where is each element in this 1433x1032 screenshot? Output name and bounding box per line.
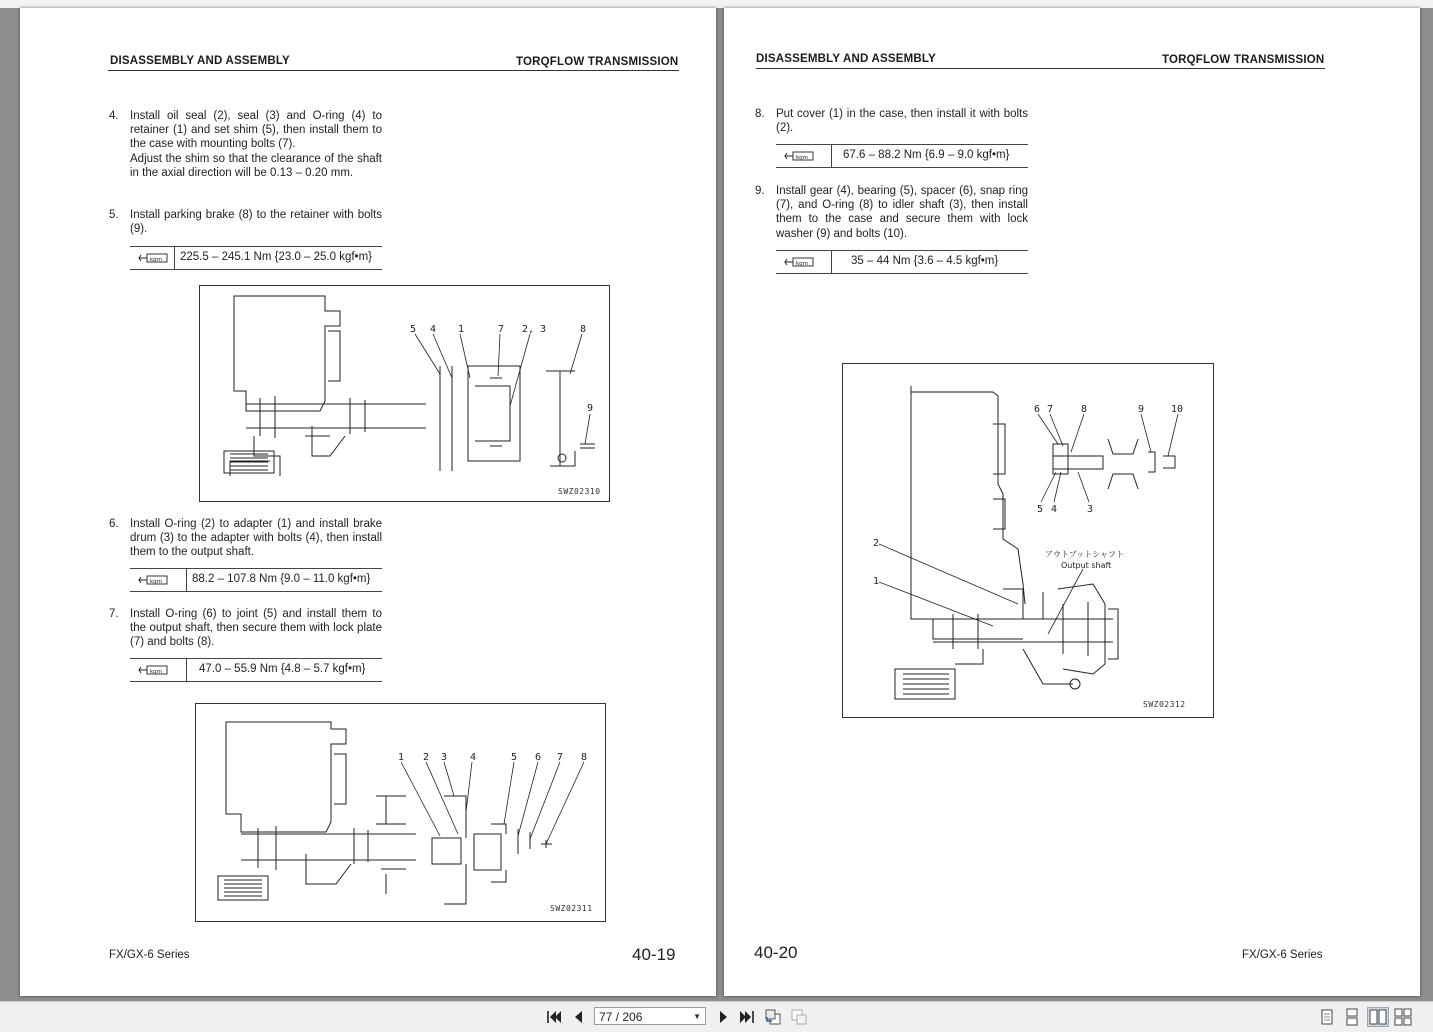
figure-swz02310 — [199, 285, 610, 502]
callout-7: 7 — [498, 324, 505, 335]
step-8 — [755, 107, 1028, 135]
two-page-icon — [1368, 1008, 1388, 1026]
torque-value: 47.0 – 55.9 Nm {4.8 – 5.7 kgf•m} — [199, 663, 366, 675]
step-number: 8. — [755, 108, 765, 120]
step-6 — [109, 517, 382, 560]
step-number: 9. — [755, 185, 765, 197]
svg-text:kgm: kgm — [796, 155, 809, 161]
torque-spec-row — [776, 144, 1028, 168]
page-header-section: DISASSEMBLY AND ASSEMBLY — [110, 55, 290, 67]
callout-10: 10 — [1171, 404, 1184, 415]
transmission-diagram-parking-brake — [200, 286, 609, 501]
manual-page-right — [724, 8, 1420, 996]
continuous-page-icon — [1342, 1008, 1362, 1026]
page-header-section: DISASSEMBLY AND ASSEMBLY — [756, 53, 936, 65]
step-number: 5. — [109, 209, 119, 221]
single-page-view-button[interactable] — [1317, 1008, 1337, 1026]
manual-page-left — [20, 8, 716, 996]
callout-4: 4 — [430, 324, 437, 335]
step-text: Install parking brake (8) to the retainer with bolts (9). — [130, 209, 382, 236]
viewer-toolbar — [0, 1001, 1433, 1032]
torque-wrench-icon — [130, 569, 187, 591]
step-text: Install oil seal (2), seal (3) and O-ring (4) to retainer (1) and set shim (5), then install them to the case with mounting bolts (7). — [130, 110, 382, 151]
go-forward-button[interactable] — [789, 1008, 809, 1026]
svg-text:kgm: kgm — [150, 669, 163, 675]
previous-page-icon — [569, 1008, 589, 1026]
torque-spec-row — [130, 568, 382, 592]
output-shaft-label-en: Output shaft — [1061, 561, 1112, 570]
step-text: Install O-ring (6) to joint (5) and install them to the output shaft, then secure them with lock plate (7) and bolts (8). — [130, 608, 382, 649]
page-header-chapter: TORQFLOW TRANSMISSION — [516, 56, 679, 68]
next-page-button[interactable] — [713, 1008, 733, 1026]
torque-value: 67.6 – 88.2 Nm {6.9 – 9.0 kgf•m} — [843, 149, 1010, 161]
figure-code: SWZ02311 — [550, 904, 593, 913]
first-page-icon — [544, 1008, 564, 1026]
footer-page-number: 40-20 — [754, 943, 798, 962]
torque-value: 88.2 – 107.8 Nm {9.0 – 11.0 kgf•m} — [192, 573, 371, 585]
single-page-icon — [1317, 1008, 1337, 1026]
step-text: Install O-ring (2) to adapter (1) and install brake drum (3) to the adapter with bolts (4), then install them to the output shaft. — [130, 518, 382, 559]
step-number: 7. — [109, 608, 119, 620]
go-forward-view-icon — [789, 1008, 809, 1026]
first-page-button[interactable] — [544, 1008, 564, 1026]
torque-spec-row — [776, 250, 1028, 274]
step-text-note: Adjust the shim so that the clearance of the shaft in the axial direction will be 0.13 – 0.20 mm. — [130, 152, 382, 179]
callout-9: 9 — [1138, 404, 1145, 415]
step-7 — [109, 607, 382, 650]
step-5 — [109, 208, 382, 236]
two-page-continuous-view-button[interactable] — [1393, 1008, 1413, 1026]
callout-1: 1 — [873, 576, 880, 587]
go-back-button[interactable] — [763, 1008, 783, 1026]
figure-code: SWZ02310 — [558, 487, 601, 496]
step-text: Put cover (1) in the case, then install it with bolts (2). — [776, 108, 1028, 135]
last-page-button[interactable] — [737, 1008, 757, 1026]
viewer-top-strip — [0, 0, 1433, 8]
torque-value: 225.5 – 245.1 Nm {23.0 – 25.0 kgf•m} — [180, 251, 372, 263]
callout-2-3: 2, 3 — [522, 324, 547, 335]
step-9 — [755, 184, 1028, 241]
two-page-continuous-icon — [1393, 1008, 1413, 1026]
step-4 — [109, 109, 382, 180]
svg-text:kgm: kgm — [150, 579, 163, 585]
torque-wrench-icon — [130, 247, 175, 269]
callout-5: 5 — [410, 324, 417, 335]
output-shaft-label-jp: アウトプットシャフト — [1045, 550, 1125, 559]
callout-5: 5 — [1037, 504, 1044, 515]
callout-8: 8 — [1081, 404, 1088, 415]
figure-code: SWZ02312 — [1143, 700, 1186, 709]
continuous-view-button[interactable] — [1342, 1008, 1362, 1026]
torque-wrench-icon — [776, 251, 832, 273]
header-rule — [756, 68, 1325, 69]
torque-wrench-icon — [776, 145, 832, 167]
callout-8: 8 — [580, 324, 587, 335]
previous-page-button[interactable] — [569, 1008, 589, 1026]
torque-value: 35 – 44 Nm {3.6 – 4.5 kgf•m} — [851, 255, 999, 267]
callout-6: 6 — [535, 752, 542, 763]
next-page-icon — [713, 1008, 733, 1026]
step-number: 6. — [109, 518, 119, 530]
figure-swz02312 — [842, 363, 1214, 718]
chevron-down-icon: ▼ — [693, 1012, 701, 1021]
callout-7: 7 — [1047, 404, 1054, 415]
footer-series: FX/GX-6 Series — [1242, 949, 1323, 961]
callout-2: 2 — [873, 538, 880, 549]
callout-1: 1 — [398, 752, 405, 763]
last-page-icon — [737, 1008, 757, 1026]
transmission-diagram-output-joint — [196, 704, 605, 921]
callout-1: 1 — [458, 324, 465, 335]
svg-text:kgm: kgm — [796, 261, 809, 267]
step-number: 4. — [109, 110, 119, 122]
go-back-view-icon — [763, 1008, 783, 1026]
callout-3: 3 — [1087, 504, 1094, 515]
torque-spec-row — [130, 658, 382, 682]
figure-swz02311 — [195, 703, 606, 922]
callout-7: 7 — [557, 752, 564, 763]
header-rule — [108, 70, 679, 71]
callout-5: 5 — [511, 752, 518, 763]
page-number-select[interactable] — [594, 1007, 706, 1025]
page-header-chapter: TORQFLOW TRANSMISSION — [1162, 54, 1325, 66]
step-text: Install gear (4), bearing (5), spacer (6), snap ring (7), and O-ring (8) to idler shaft (3), then install them to the case and secure them with lock washer (9) and bolts (10). — [776, 185, 1028, 240]
page-indicator: 77 / 206 — [599, 1010, 643, 1024]
svg-text:kgm: kgm — [150, 257, 163, 263]
callout-8: 8 — [581, 752, 588, 763]
torque-spec-row — [130, 246, 382, 270]
transmission-diagram-idler-shaft — [843, 364, 1213, 717]
callout-3: 3 — [441, 752, 448, 763]
callout-4: 4 — [1051, 504, 1058, 515]
callout-2: 2 — [423, 752, 430, 763]
callout-9: 9 — [587, 403, 594, 414]
two-page-view-button[interactable] — [1368, 1008, 1388, 1026]
callout-4: 4 — [470, 752, 477, 763]
footer-page-number: 40-19 — [632, 945, 676, 964]
footer-series: FX/GX-6 Series — [109, 949, 190, 961]
torque-wrench-icon — [130, 659, 187, 681]
callout-6: 6 — [1034, 404, 1041, 415]
